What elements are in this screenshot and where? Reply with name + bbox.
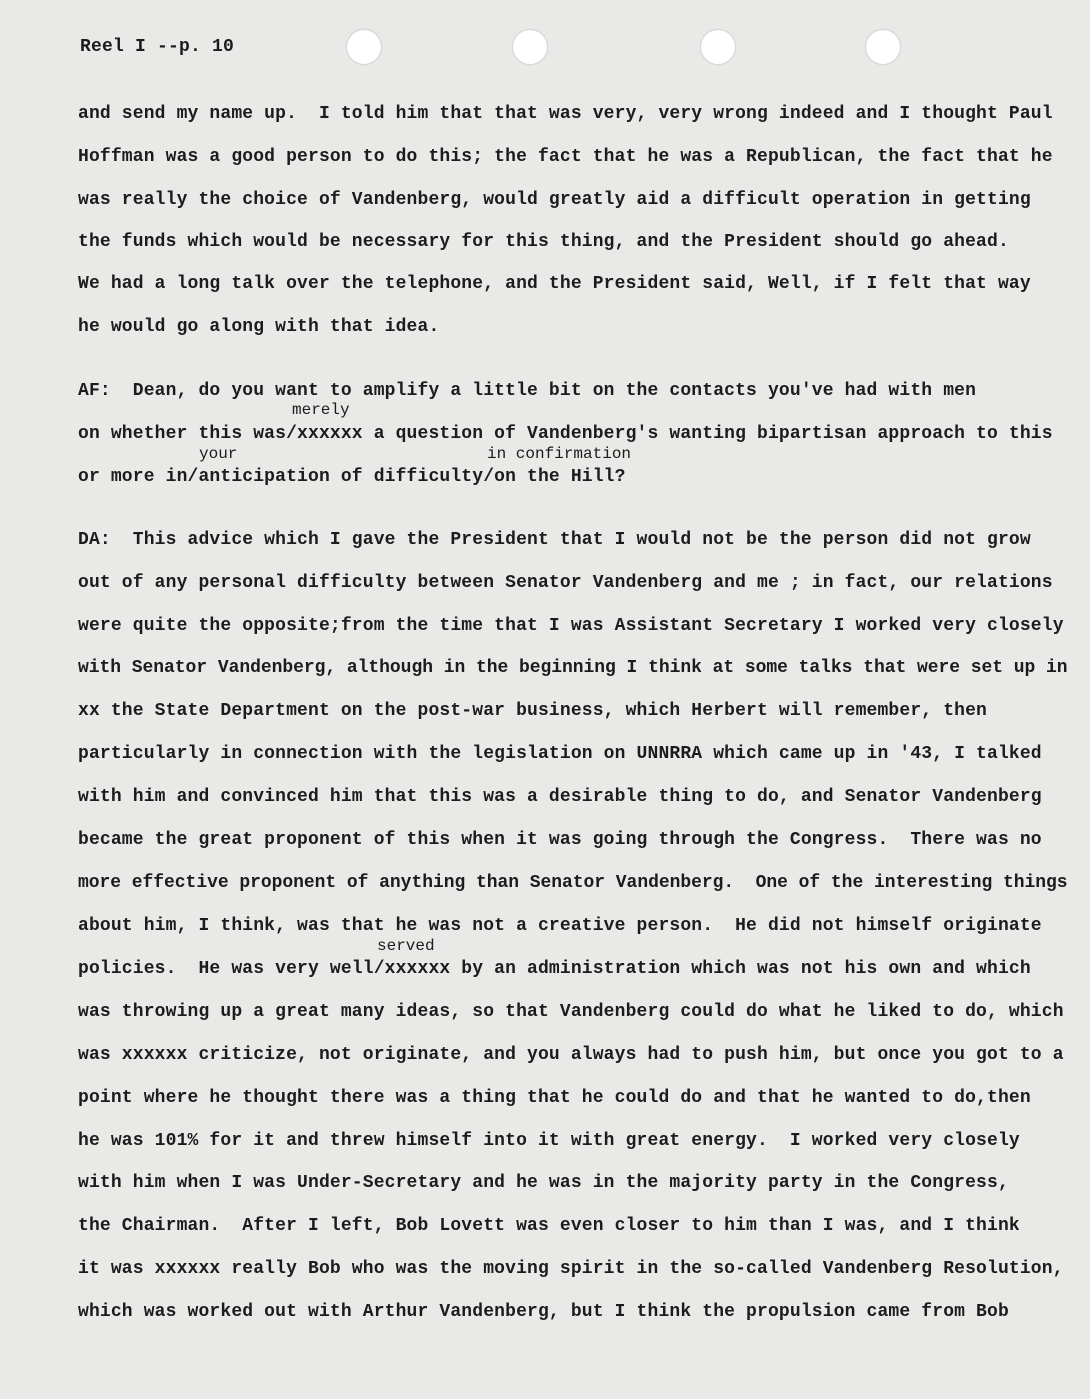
punch-hole-3: [701, 30, 735, 64]
text-line: he would go along with that idea.: [78, 317, 440, 337]
text-line: the Chairman. After I left, Bob Lovett was even closer to him than I was, and I think: [78, 1216, 1020, 1236]
text-line: was throwing up a great many ideas, so that Vandenberg could do what he liked to do, which: [78, 1002, 1064, 1022]
punch-hole-2: [513, 30, 547, 64]
text-line: with him when I was Under-Secretary and he was in the majority party in the Congress,: [78, 1173, 1009, 1193]
punch-hole-4: [866, 30, 900, 64]
text-line: with Senator Vandenberg, although in the beginning I think at some talks that were set up in: [78, 658, 1068, 678]
text-line: he was 101% for it and threw himself into it with great energy. I worked very closely: [78, 1131, 1020, 1151]
text-line: more effective proponent of anything than Senator Vandenberg. One of the interesting things: [78, 873, 1068, 893]
insertion-your: your: [199, 445, 238, 463]
text-line: policies. He was very well/xxxxxx by an administration which was not his own and which: [78, 959, 1031, 979]
insertion-in-confirmation: in confirmation: [487, 445, 632, 463]
text-line: point where he thought there was a thing that he could do and that he wanted to do,then: [78, 1088, 1031, 1108]
text-line: became the great proponent of this when it was going through the Congress. There was no: [78, 830, 1042, 850]
text-line: Hoffman was a good person to do this; the fact that he was a Republican, the fact that he: [78, 147, 1053, 167]
text-line: and send my name up. I told him that that was very, very wrong indeed and I thought Paul: [78, 104, 1053, 124]
page-label: Reel I --p. 10: [80, 37, 235, 57]
text-line: the funds which would be necessary for this thing, and the President should go ahead.: [78, 232, 1009, 252]
text-line: it was xxxxxx really Bob who was the moving spirit in the so-called Vandenberg Resolution,: [78, 1259, 1064, 1279]
text-line: out of any personal difficulty between Senator Vandenberg and me ; in fact, our relations: [78, 573, 1053, 593]
text-line: was xxxxxx criticize, not originate, and you always had to push him, but once you got to a: [78, 1045, 1064, 1065]
text-line: which was worked out with Arthur Vandenberg, but I think the propulsion came from Bob: [78, 1302, 1009, 1322]
text-line: particularly in connection with the legislation on UNNRRA which came up in '43, I talked: [78, 744, 1042, 764]
text-line: or more in/anticipation of difficulty/on the Hill?: [78, 467, 626, 487]
punch-hole-1: [347, 30, 381, 64]
insertion-served: served: [377, 937, 435, 955]
insertion-merely: merely: [292, 401, 350, 419]
text-line: AF: Dean, do you want to amplify a little bit on the contacts you've had with men: [78, 381, 977, 401]
text-line: was really the choice of Vandenberg, would greatly aid a difficult operation in getting: [78, 190, 1031, 210]
text-line: DA: This advice which I gave the President that I would not be the person did not grow: [78, 530, 1031, 550]
text-line: xx the State Department on the post-war business, which Herbert will remember, then: [78, 701, 987, 721]
text-line: were quite the opposite;from the time that I was Assistant Secretary I worked very closely: [78, 616, 1064, 636]
text-line: about him, I think, was that he was not a creative person. He did not himself originate: [78, 916, 1042, 936]
text-line: on whether this was/xxxxxx a question of Vandenberg's wanting bipartisan approach to this: [78, 424, 1053, 444]
text-line: with him and convinced him that this was a desirable thing to do, and Senator Vandenberg: [78, 787, 1042, 807]
text-line: We had a long talk over the telephone, and the President said, Well, if I felt that way: [78, 274, 1031, 294]
